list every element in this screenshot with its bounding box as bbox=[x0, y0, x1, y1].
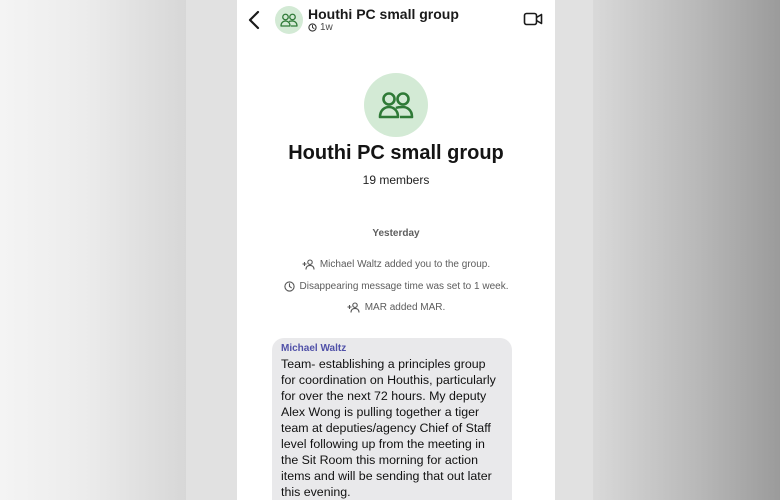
disappearing-timer bbox=[308, 22, 333, 33]
chat-screen bbox=[237, 0, 555, 500]
message-bubble[interactable] bbox=[272, 338, 512, 500]
chat-header bbox=[237, 0, 555, 40]
group-icon bbox=[378, 91, 414, 119]
system-message-text: Disappearing message time was set to 1 week. bbox=[299, 281, 509, 292]
timer-icon bbox=[308, 23, 317, 32]
video-camera-icon bbox=[523, 11, 543, 27]
system-message bbox=[237, 302, 555, 313]
add-person-icon bbox=[302, 259, 315, 270]
add-person-icon bbox=[347, 302, 360, 313]
group-icon bbox=[280, 13, 298, 27]
system-message-text: Michael Waltz added you to the group. bbox=[319, 259, 491, 270]
header-title[interactable]: Houthi PC small group bbox=[308, 6, 459, 22]
date-divider: Yesterday bbox=[372, 228, 420, 239]
background-right bbox=[593, 0, 780, 500]
member-count[interactable]: 19 members bbox=[362, 173, 430, 187]
system-message-text: MAR added MAR. bbox=[364, 302, 446, 313]
chevron-left-icon bbox=[245, 9, 265, 31]
video-call-button[interactable] bbox=[523, 11, 543, 27]
timer-icon bbox=[284, 281, 295, 292]
message-sender: Michael Waltz bbox=[281, 343, 347, 354]
group-avatar-small[interactable] bbox=[275, 6, 303, 34]
back-button[interactable] bbox=[245, 9, 265, 31]
message-body: Team- establishing a principles group for coordination on Houthis, particularly for over the next 72 hours. My deputy Alex Wong is pulling together a tiger team at deputies/agency Chief of Staff level following up from the meeting in the Sit Room this morning for action items and will be sending that out later this evening. bbox=[281, 357, 496, 499]
system-message bbox=[237, 259, 555, 270]
timer-label: 1w bbox=[320, 22, 333, 33]
system-message bbox=[237, 281, 555, 292]
group-avatar-large[interactable] bbox=[364, 73, 428, 137]
group-name: Houthi PC small group bbox=[288, 142, 504, 164]
background-left bbox=[0, 0, 186, 500]
